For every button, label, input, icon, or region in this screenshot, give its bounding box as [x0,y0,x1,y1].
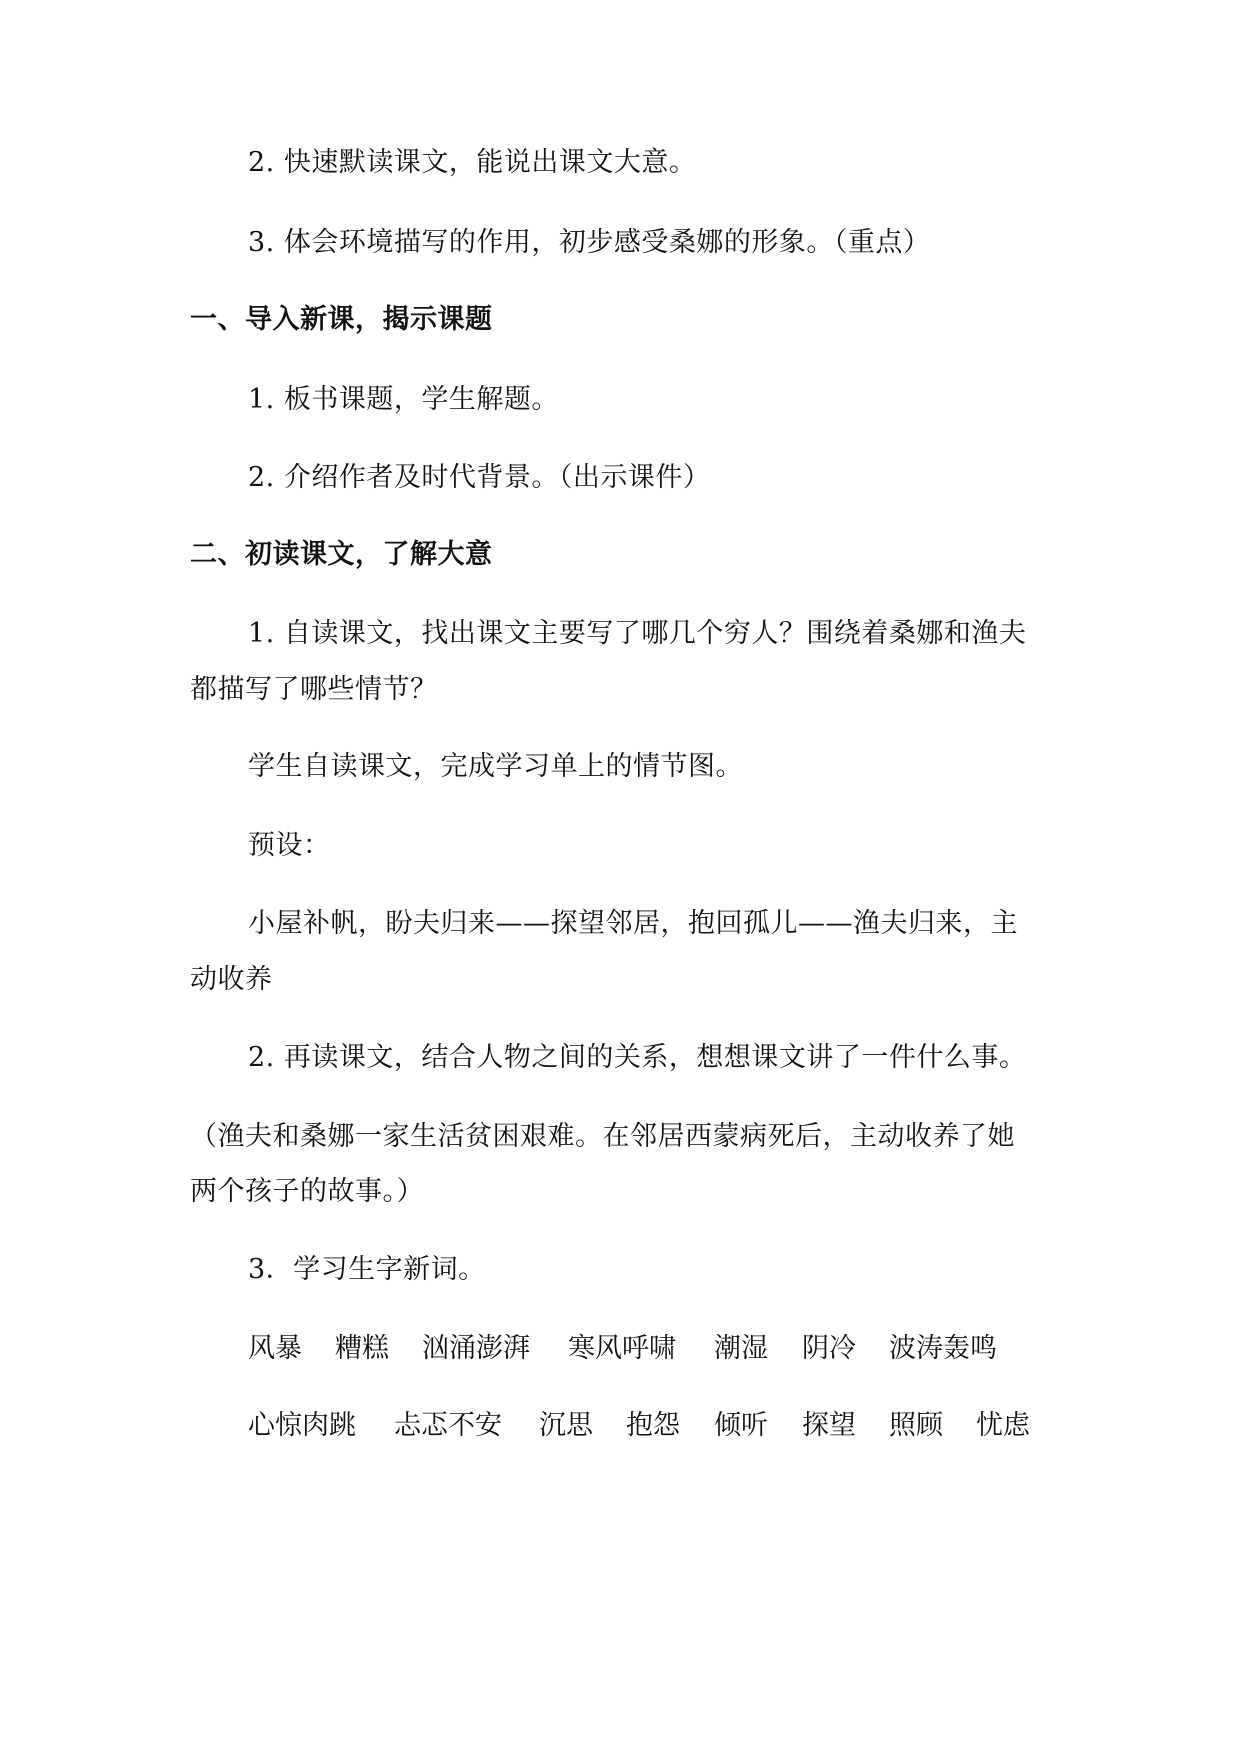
section2-item-1-line2: 都描写了哪些情节？ [190,674,438,705]
vocab-word: 糟糕 [335,1333,389,1364]
section1-item-1: 1. 板书课题，学生解题。 [248,384,559,415]
vocab-word: 忧虑 [976,1410,1030,1441]
vocab-word: 阴冷 [802,1333,856,1364]
vocab-word: 心惊肉跳 [248,1410,356,1441]
vocab-word: 汹涌澎湃 [422,1333,530,1364]
objective-item-2: 2. 快速默读课文，能说出课文大意。 [248,147,697,178]
section2-item-2: 2. 再读课文，结合人物之间的关系，想想课文讲了一件什么事。 [248,1042,1027,1073]
preset-line1: 小屋补帆，盼夫归来——探望邻居，抱回孤儿——渔夫归来，主 [248,908,1018,939]
vocab-row-2 [248,1406,1028,1446]
answer-line2: 两个孩子的故事。） [190,1176,424,1207]
vocab-word: 风暴 [248,1333,302,1364]
student-task: 学生自读课文，完成学习单上的情节图。 [248,751,743,782]
vocab-word: 波涛轰鸣 [889,1333,997,1364]
vocab-row-1 [248,1329,1028,1369]
section-heading-2: 二、初读课文，了解大意 [190,539,493,570]
preset-line2: 动收养 [190,964,273,995]
vocab-word: 沉思 [539,1410,593,1441]
section1-item-2: 2. 介绍作者及时代背景。（出示课件） [248,462,711,493]
objective-item-3: 3. 体会环境描写的作用，初步感受桑娜的形象。（重点） [248,227,931,258]
vocab-word: 照顾 [889,1410,943,1441]
vocab-word: 探望 [802,1410,856,1441]
section-heading-1: 一、导入新课，揭示课题 [190,304,493,335]
vocab-word: 忐忑不安 [394,1410,502,1441]
section2-item-3: 3．学习生字新词。 [248,1254,486,1285]
vocab-word: 潮湿 [714,1333,768,1364]
answer-line1: （渔夫和桑娜一家生活贫困艰难。在邻居西蒙病死后，主动收养了她 [190,1121,1015,1152]
vocab-word: 寒风呼啸 [568,1333,676,1364]
vocab-word: 抱怨 [626,1410,680,1441]
vocab-word: 倾听 [714,1410,768,1441]
section2-item-1-line1: 1. 自读课文，找出课文主要写了哪几个穷人？围绕着桑娜和渔夫 [248,618,1027,649]
preset-label: 预设： [248,830,331,861]
